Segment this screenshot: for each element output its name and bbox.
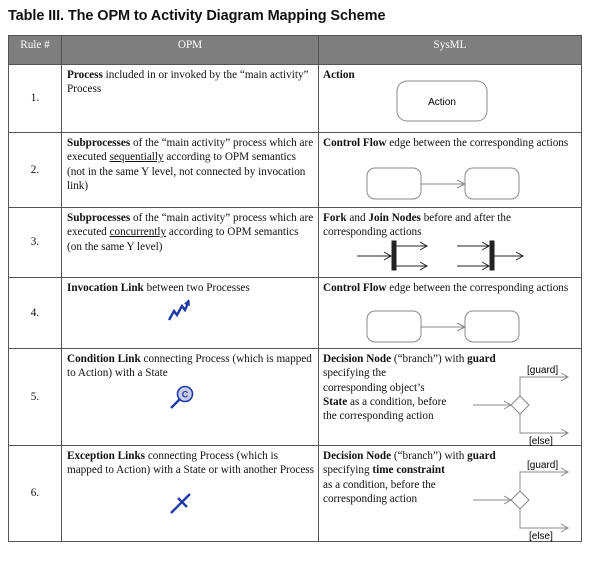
header-sysml: SysML [319,36,582,65]
sysml-cell [319,349,582,446]
table-row [9,349,582,446]
opm-term: Condition Link [67,353,141,365]
header-opm: OPM [62,36,319,65]
exception-link-icon [168,490,194,516]
control-flow-diagram [367,168,527,202]
guard-label: [guard] [527,365,559,376]
action-node-diagram [396,80,490,124]
sysml-cell: Control Flow edge between the corresponding actions [319,278,582,349]
sysml-cell: Control Flow edge between the corresponding actions [319,133,582,208]
decision-diamond [511,396,529,414]
opm-cell: Condition Link connecting Process (which is mapped to Action) with a State C [62,349,319,446]
opm-desc: included in or invoked by the “main activity” Process [67,69,309,96]
table-row [9,133,582,208]
sysml-cell [319,446,582,542]
header-rule: Rule # [9,36,62,65]
join-node [457,241,523,270]
action-node [367,168,421,199]
action-label: Action [428,97,456,108]
action-node [465,311,519,342]
opm-term: Process [67,69,103,81]
sysml-line: as a condition, before the [323,478,436,491]
sysml-line: corresponding action [323,492,418,505]
sysml-line: State as a condition, before [323,395,447,408]
decision-node-diagram [473,460,573,542]
condition-link-icon [168,385,194,411]
sysml-term: Control Flow [323,137,387,149]
sysml-line: specifying the [323,367,387,380]
control-flow-diagram [367,311,527,345]
rule-number: 3. [9,208,62,278]
table-row [9,278,582,349]
underlined-term: concurrently [109,226,167,239]
table-row [9,208,582,278]
opm-term: Exception Links [67,450,146,462]
sysml-line: corresponding object’s [323,381,425,394]
sysml-line: Decision Node (“branch”) with guard [323,353,496,365]
opm-term: Subprocesses [67,212,131,224]
action-node [367,311,421,342]
sysml-cell: Fork and Join Nodes before and after the corresponding actions [319,208,582,278]
decision-diamond [511,491,529,509]
sysml-term: Control Flow [323,282,387,294]
table-header-row [9,36,582,65]
rule-number: 2. [9,133,62,208]
rule-number: 6. [9,446,62,542]
sysml-term: Fork [323,212,347,224]
rule-number: 5. [9,349,62,446]
sysml-cell [319,65,582,133]
opm-term: Invocation Link [67,282,144,294]
opm-term: Subprocesses [67,137,131,149]
rule-number: 1. [9,65,62,133]
invocation-link-icon [167,298,191,322]
guard-label: [guard] [527,460,559,471]
underlined-term: sequentially [109,151,164,164]
sysml-line: the corresponding action [323,410,434,423]
mapping-table [8,35,582,542]
decision-node-diagram [473,365,573,447]
fork-node [357,241,427,270]
condition-letter: C [181,389,189,400]
action-node [465,168,519,199]
opm-cell [62,65,319,133]
sysml-line: specifying time constraint [323,464,445,477]
sysml-term: Decision Node [323,353,392,365]
opm-cell: Exception Links connecting Process (which is mapped to Action) with a State or with another Process [62,446,319,542]
opm-cell: Subprocesses of the “main activity” process which are executed sequentially according to OPM semantics (not in the same Y level, not connected by invocation link) [62,133,319,208]
opm-cell: Subprocesses of the “main activity” process which are executed concurrently according to OPM semantics (on the same Y level) [62,208,319,278]
sysml-term: Decision Node [323,450,392,462]
else-label: [else] [529,436,553,447]
rule-number: 4. [9,278,62,349]
table-row [9,65,582,133]
else-label: [else] [529,531,553,542]
table-caption: Table III. The OPM to Activity Diagram Mapping Scheme [8,8,386,24]
sysml-line: Decision Node (“branch”) with guard [323,450,496,462]
sysml-term: Action [323,69,355,81]
opm-cell: Invocation Link between two Processes [62,278,319,349]
fork-join-diagram [357,240,527,272]
table-row [9,446,582,542]
